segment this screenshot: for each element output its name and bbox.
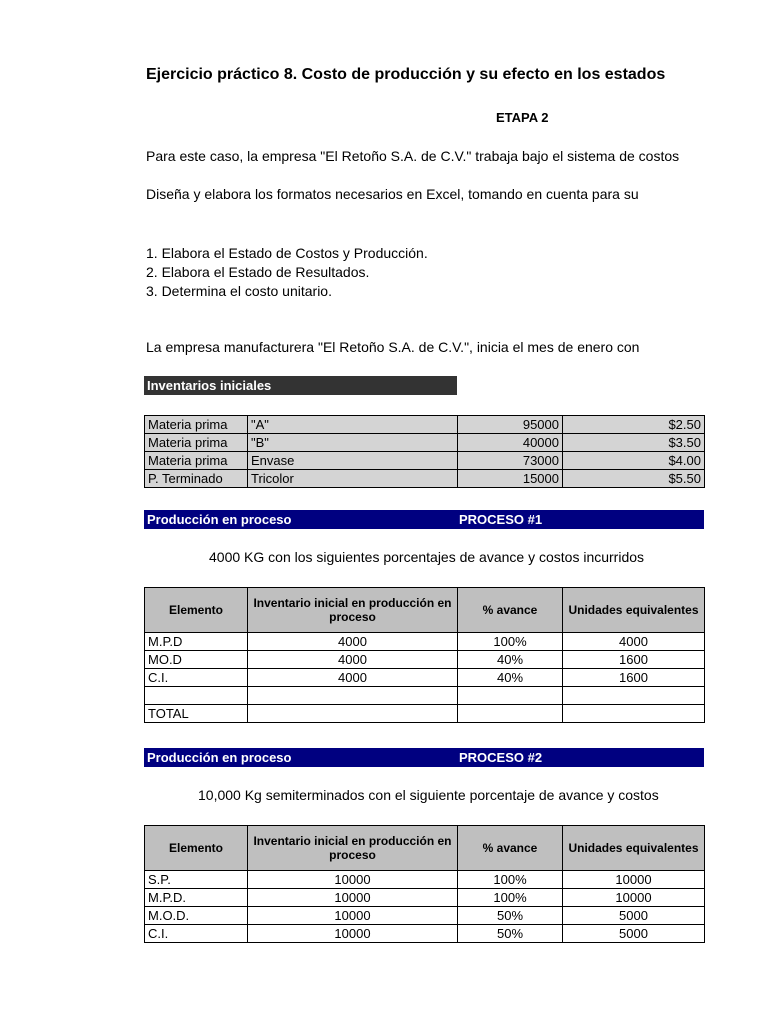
process2-bar-label: Producción en proceso	[147, 750, 292, 765]
table-cell: "A"	[248, 416, 458, 434]
process2-table	[144, 825, 705, 943]
table-cell	[145, 687, 248, 705]
table-row	[145, 925, 705, 943]
instruction-item: 1. Elabora el Estado de Costos y Producción.	[146, 245, 428, 261]
table-cell: 10000	[563, 889, 705, 907]
process1-table	[144, 587, 705, 723]
table-cell: 10000	[248, 925, 458, 943]
table-cell: 73000	[458, 452, 563, 470]
table-cell: 4000	[248, 669, 458, 687]
table-cell: 40000	[458, 434, 563, 452]
column-header: Inventario inicial en producción en proceso	[248, 826, 458, 871]
table-header-row	[145, 826, 705, 871]
paragraph-1: Para este caso, la empresa "El Retoño S.A. de C.V." trabaja bajo el sistema de costos	[146, 148, 680, 164]
table-cell: $5.50	[563, 470, 705, 488]
table-cell: C.I.	[145, 669, 248, 687]
table-cell: Materia prima	[145, 434, 248, 452]
inventories-header	[144, 376, 457, 395]
process1-description: 4000 KG con los siguientes porcentajes de avance y costos incurridos	[209, 549, 645, 565]
instruction-item: 3. Determina el costo unitario.	[146, 283, 332, 299]
table-cell: 1600	[563, 669, 705, 687]
table-cell: 50%	[458, 907, 563, 925]
table-cell: 40%	[458, 669, 563, 687]
table-cell: 40%	[458, 651, 563, 669]
table-cell: 15000	[458, 470, 563, 488]
table-cell: 10000	[248, 889, 458, 907]
table-cell: 10000	[248, 871, 458, 889]
table-cell: 100%	[458, 871, 563, 889]
table-cell: MO.D	[145, 651, 248, 669]
table-row	[145, 889, 705, 907]
table-cell: 100%	[458, 889, 563, 907]
table-cell: TOTAL	[145, 705, 248, 723]
table-cell: 4000	[248, 651, 458, 669]
table-cell	[458, 705, 563, 723]
inventories-header-label: Inventarios iniciales	[147, 378, 272, 393]
table-row	[145, 871, 705, 889]
table-cell: $4.00	[563, 452, 705, 470]
table-cell: S.P.	[145, 871, 248, 889]
column-header: % avance	[458, 588, 563, 633]
table-row	[145, 705, 705, 723]
table-cell: M.O.D.	[145, 907, 248, 925]
table-cell: Envase	[248, 452, 458, 470]
table-cell: 1600	[563, 651, 705, 669]
table-cell: 10000	[563, 871, 705, 889]
table-row	[145, 687, 705, 705]
table-row	[145, 651, 705, 669]
page-title: Ejercicio práctico 8. Costo de producción y su efecto en los estados	[146, 66, 666, 83]
process1-bar-label: Producción en proceso	[147, 512, 292, 527]
column-header: Unidades equivalentes	[563, 588, 705, 633]
process2-description: 10,000 Kg semiterminados con el siguiente porcentaje de avance y costos	[198, 787, 659, 803]
column-header: Elemento	[145, 588, 248, 633]
table-cell: 95000	[458, 416, 563, 434]
table-cell: 4000	[563, 633, 705, 651]
table-row	[145, 669, 705, 687]
table-cell	[563, 705, 705, 723]
column-header: % avance	[458, 826, 563, 871]
table-row	[145, 470, 705, 488]
table-row	[145, 416, 705, 434]
table-cell	[458, 687, 563, 705]
table-cell: C.I.	[145, 925, 248, 943]
table-cell: "B"	[248, 434, 458, 452]
process2-header	[144, 748, 704, 767]
instruction-list	[146, 244, 428, 301]
table-cell: 10000	[248, 907, 458, 925]
table-cell: M.P.D.	[145, 889, 248, 907]
table-row	[145, 907, 705, 925]
inventories-table	[144, 415, 705, 488]
table-cell: 50%	[458, 925, 563, 943]
column-header: Elemento	[145, 826, 248, 871]
table-row	[145, 452, 705, 470]
column-header: Inventario inicial en producción en proceso	[248, 588, 458, 633]
table-header-row	[145, 588, 705, 633]
table-cell: Materia prima	[145, 452, 248, 470]
table-cell: 4000	[248, 633, 458, 651]
table-cell	[563, 687, 705, 705]
table-cell: 100%	[458, 633, 563, 651]
stage-label: ETAPA 2	[496, 110, 549, 125]
table-cell: Tricolor	[248, 470, 458, 488]
table-cell: M.P.D	[145, 633, 248, 651]
process1-header	[144, 510, 704, 529]
table-cell: 5000	[563, 907, 705, 925]
process1-label: PROCESO #1	[459, 512, 543, 527]
table-cell: 5000	[563, 925, 705, 943]
process2-label: PROCESO #2	[459, 750, 543, 765]
paragraph-3: La empresa manufacturera "El Retoño S.A. de C.V.", inicia el mes de enero con	[146, 339, 640, 355]
table-row	[145, 434, 705, 452]
table-cell: $3.50	[563, 434, 705, 452]
table-cell: Materia prima	[145, 416, 248, 434]
table-row	[145, 633, 705, 651]
table-cell: P. Terminado	[145, 470, 248, 488]
table-cell	[248, 687, 458, 705]
column-header: Unidades equivalentes	[563, 826, 705, 871]
table-cell: $2.50	[563, 416, 705, 434]
table-cell	[248, 705, 458, 723]
instruction-item: 2. Elabora el Estado de Resultados.	[146, 264, 370, 280]
paragraph-2: Diseña y elabora los formatos necesarios en Excel, tomando en cuenta para su	[146, 186, 639, 202]
